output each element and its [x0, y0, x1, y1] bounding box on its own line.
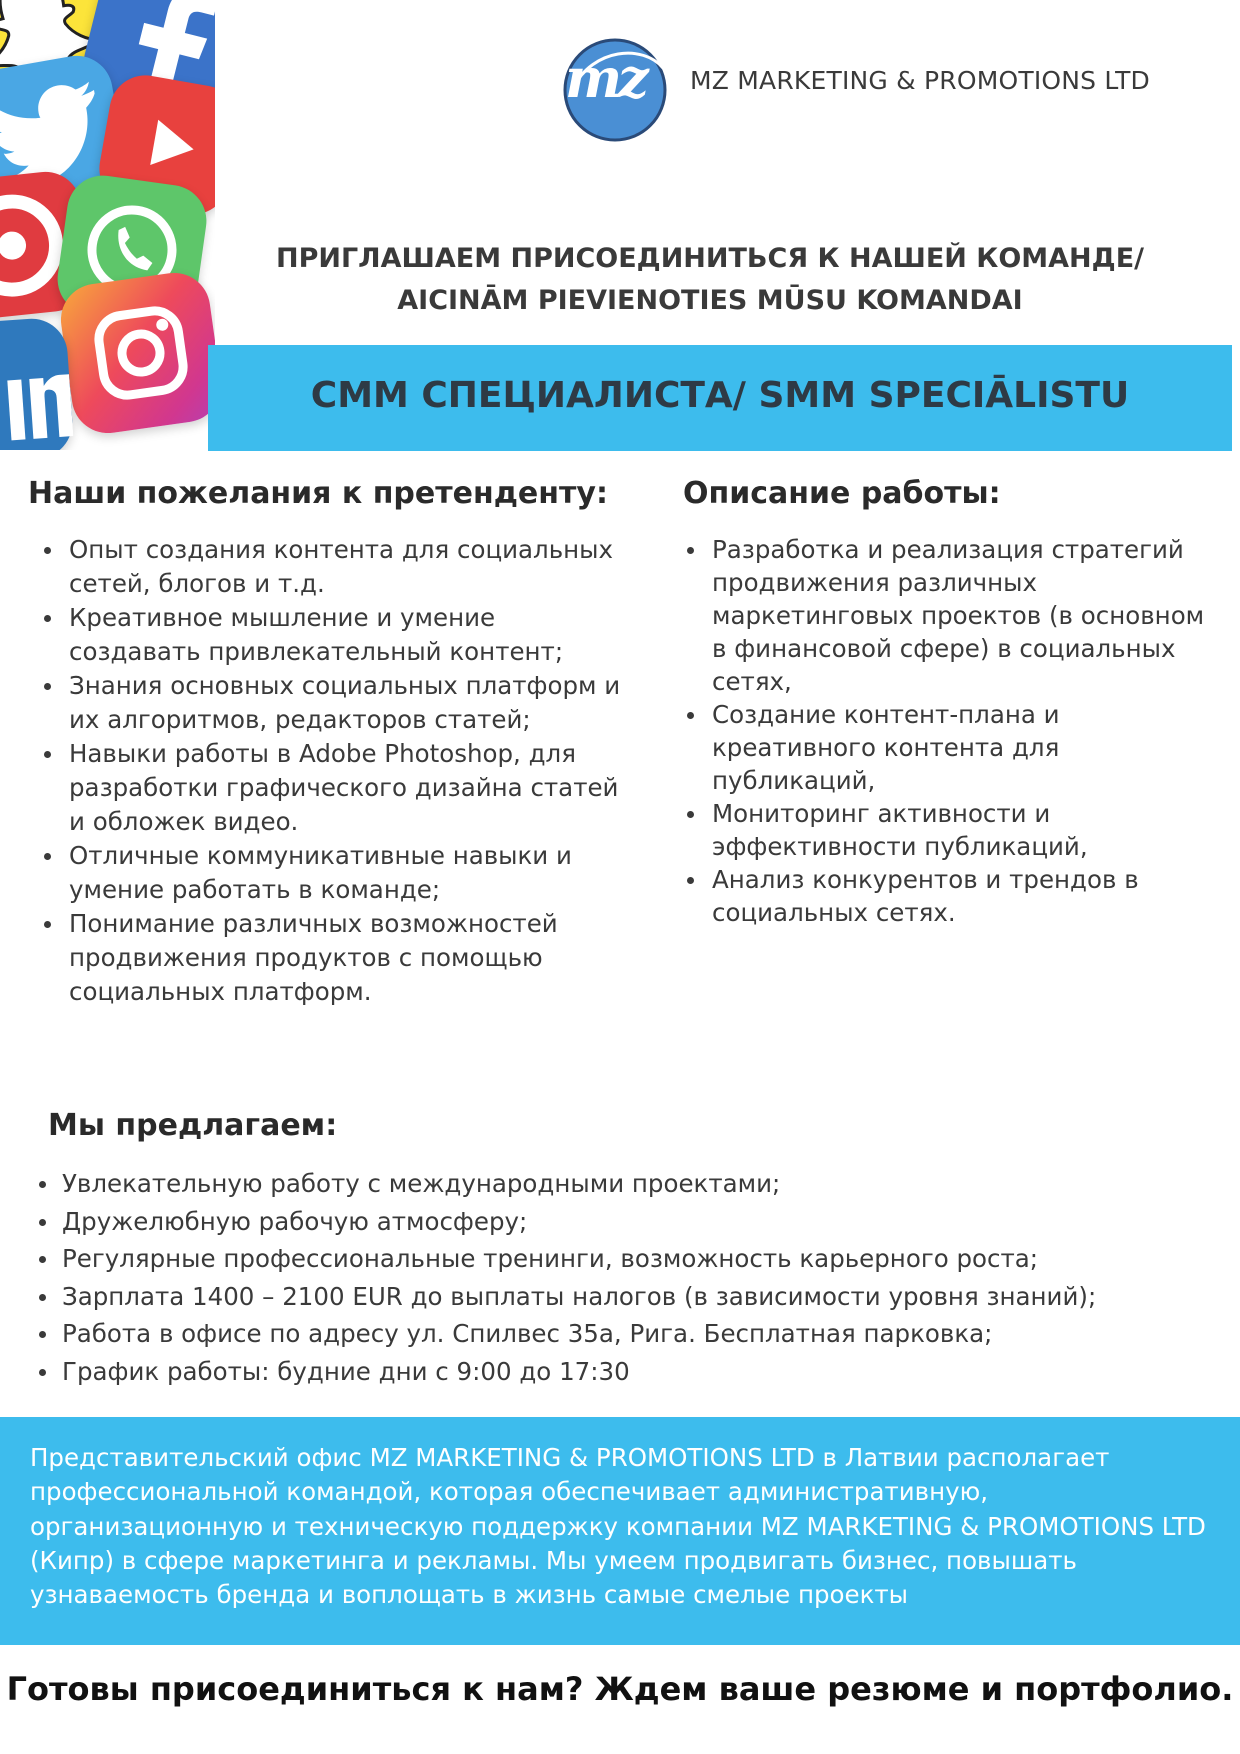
job-description-title: Описание работы: — [683, 476, 1001, 511]
company-about-text: Представительский офис MZ MARKETING & PROMOTIONS LTD в Латвии располагает профессиональной командой, которая обеспечивает административную, организационную и техническую поддержку компании MZ MARKETING & PROMOTIONS LTD (Кипр) в сфере маркетинга и рекламы. Мы умеем продвигать бизнес, повышать узнаваемость бренда и воплощать в жизнь самые смелые проекты — [30, 1443, 1206, 1610]
offer-list — [30, 1165, 1230, 1390]
position-title: СММ СПЕЦИАЛИСТА/ SMM SPECIĀLISTU — [310, 375, 1130, 416]
list-item: Увлекательную работу с международными проектами; — [30, 1165, 1230, 1203]
headline-line-ru: ПРИГЛАШАЕМ ПРИСОЕДИНИТЬСЯ К НАШЕЙ КОМАНДЕ/ — [276, 243, 1144, 274]
list-item: Опыт создания контента для социальных сетей, блогов и т.д. — [28, 533, 628, 601]
list-item: Создание контент-плана и креативного контента для публикаций, — [683, 698, 1223, 797]
company-about-box — [0, 1417, 1240, 1645]
requirements-title: Наши пожелания к претенденту: — [28, 476, 608, 511]
position-banner — [208, 345, 1232, 451]
list-item: Понимание различных возможностей продвижения продуктов с помощью социальных платформ. — [28, 907, 628, 1009]
list-item: Зарплата 1400 – 2100 EUR до выплаты налогов (в зависимости уровня знаний); — [30, 1278, 1230, 1316]
list-item: Отличные коммуникативные навыки и умение работать в команде; — [28, 839, 628, 907]
job-description-list — [683, 533, 1223, 929]
offer-title: Мы предлагаем: — [48, 1108, 338, 1143]
list-item: Мониторинг активности и эффективности публикаций, — [683, 797, 1223, 863]
instagram-icon — [56, 268, 215, 437]
page-headline — [230, 238, 1190, 322]
list-item: Регулярные профессиональные тренинги, возможность карьерного роста; — [30, 1240, 1230, 1278]
headline-line-lv: AICINĀM PIEVIENOTIES MŪSU KOMANDAI — [397, 285, 1023, 316]
social-icons-collage — [0, 0, 215, 450]
linkedin-icon — [0, 316, 75, 450]
logo-monogram: mz — [565, 46, 645, 110]
requirements-list — [28, 533, 628, 1009]
company-name: MZ MARKETING & PROMOTIONS LTD — [690, 66, 1150, 95]
job-description-section — [683, 476, 1223, 929]
list-item: Работа в офисе по адресу ул. Спилвес 35а, Рига. Бесплатная парковка; — [30, 1315, 1230, 1353]
list-item: Дружелюбную рабочую атмосферу; — [30, 1203, 1230, 1241]
list-item: Анализ конкурентов и трендов в социальных сетях. — [683, 863, 1223, 929]
mz-logo-icon — [553, 28, 673, 148]
list-item: Навыки работы в Adobe Photoshop, для разработки графического дизайна статей и обложек видео. — [28, 737, 628, 839]
list-item: Разработка и реализация стратегий продвижения различных маркетинговых проектов (в основном в финансовой сфере) в социальных сетях, — [683, 533, 1223, 698]
list-item: Знания основных социальных платформ и их алгоритмов, редакторов статей; — [28, 669, 628, 737]
offer-section — [30, 1108, 1230, 1390]
list-item: Креативное мышление и умение создавать привлекательный контент; — [28, 601, 628, 669]
requirements-section — [28, 476, 628, 1009]
list-item: График работы: будние дни с 9:00 до 17:30 — [30, 1353, 1230, 1391]
call-to-action: Готовы присоединиться к нам? Ждем ваше резюме и портфолио. — [6, 1670, 1234, 1708]
